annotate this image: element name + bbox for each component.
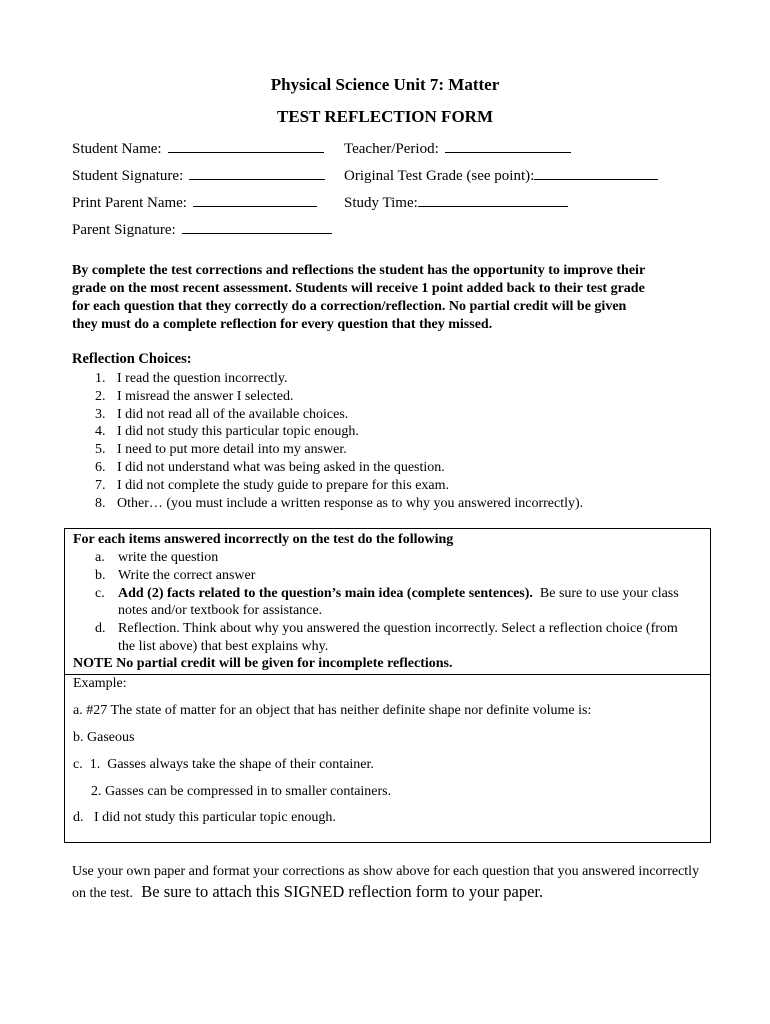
item-text: Other… (you must include a written response as to why you answered incorrectly). bbox=[117, 495, 584, 511]
step-text: Be sure to use your class notes and/or textbook for assistance. bbox=[118, 585, 683, 619]
original-grade-blank[interactable] bbox=[534, 165, 658, 180]
instructions-steps bbox=[95, 549, 695, 656]
original-grade-field[interactable] bbox=[344, 165, 658, 185]
item-number: 4. bbox=[95, 424, 106, 440]
teacher-period-label: Teacher/Period: bbox=[344, 141, 439, 157]
step-text: Write the correct answer bbox=[118, 567, 256, 583]
list-item bbox=[95, 423, 583, 441]
student-name-label: Student Name: bbox=[72, 141, 162, 157]
parent-signature-blank[interactable] bbox=[182, 219, 332, 234]
teacher-period-blank[interactable] bbox=[445, 138, 571, 153]
original-grade-label: Original Test Grade (see point): bbox=[344, 168, 535, 184]
study-time-label: Study Time: bbox=[344, 195, 418, 211]
student-name-field[interactable] bbox=[72, 138, 324, 158]
parent-signature-label: Parent Signature: bbox=[72, 222, 176, 238]
reflection-choices-list bbox=[95, 370, 583, 512]
item-number: 8. bbox=[95, 495, 106, 511]
step-letter: d. bbox=[95, 621, 106, 637]
item-number: 1. bbox=[95, 371, 106, 386]
step-item bbox=[95, 585, 695, 621]
list-item bbox=[95, 477, 583, 495]
intro-line: By complete the test corrections and reflections the student has the opportunity to improve their bbox=[72, 263, 646, 278]
list-item bbox=[95, 459, 583, 477]
parent-name-label: Print Parent Name: bbox=[72, 195, 187, 211]
form-subtitle: TEST REFLECTION FORM bbox=[276, 107, 493, 126]
parent-signature-field[interactable] bbox=[72, 219, 332, 239]
example-label: Example: bbox=[73, 676, 127, 691]
intro-line: for each question that they correctly do a correction/reflection. No partial credit will be given bbox=[72, 299, 627, 314]
page-title: Physical Science Unit 7: Matter bbox=[270, 75, 500, 94]
step-text: Reflection. Think about why you answered the question incorrectly. Select a reflection choice (from the list above) that best explains why. bbox=[118, 621, 678, 654]
example-question: a. #27 The state of matter for an object that has neither definite shape nor definite volume is: bbox=[73, 703, 592, 718]
item-number: 3. bbox=[95, 406, 106, 422]
item-text: I did not read all of the available choices. bbox=[117, 406, 349, 422]
list-item bbox=[95, 406, 583, 424]
student-name-blank[interactable] bbox=[168, 138, 324, 153]
intro-line: grade on the most recent assessment. Students will receive 1 point added back to their test grade bbox=[72, 281, 645, 296]
teacher-period-field[interactable] bbox=[344, 138, 571, 158]
list-item bbox=[95, 370, 583, 388]
step-letter: b. bbox=[95, 567, 106, 583]
step-item bbox=[95, 549, 695, 567]
step-bold-text: Add (2) facts related to the question’s main idea (complete sentences). bbox=[118, 585, 533, 601]
step-letter: a. bbox=[95, 550, 105, 565]
step-item bbox=[95, 620, 695, 656]
list-item bbox=[95, 388, 583, 406]
item-number: 2. bbox=[95, 388, 106, 404]
item-text: I read the question incorrectly. bbox=[117, 371, 288, 386]
example-fact-1: c. 1. Gasses always take the shape of their container. bbox=[73, 757, 374, 772]
instructions-box bbox=[64, 528, 711, 843]
student-signature-field[interactable] bbox=[72, 165, 325, 185]
item-number: 7. bbox=[95, 477, 106, 493]
instructions-heading: For each items answered incorrectly on the test do the following bbox=[73, 532, 454, 547]
student-signature-blank[interactable] bbox=[189, 165, 325, 180]
intro-paragraph bbox=[72, 262, 702, 334]
step-item bbox=[95, 567, 695, 585]
example-reflection: d. I did not study this particular topic enough. bbox=[73, 810, 336, 825]
student-signature-label: Student Signature: bbox=[72, 168, 184, 184]
item-text: I did not complete the study guide to prepare for this exam. bbox=[117, 477, 450, 493]
example-fact-2: 2. Gasses can be compressed in to smaller containers. bbox=[91, 784, 392, 799]
item-text: I did not study this particular topic enough. bbox=[117, 424, 359, 440]
item-text: I did not understand what was being asked in the question. bbox=[117, 459, 445, 475]
item-number: 5. bbox=[95, 442, 106, 458]
list-item bbox=[95, 441, 583, 459]
item-text: I misread the answer I selected. bbox=[117, 388, 294, 404]
study-time-field[interactable] bbox=[344, 192, 568, 212]
intro-line: they must do a complete reflection for every question that they missed. bbox=[72, 317, 493, 332]
parent-name-blank[interactable] bbox=[193, 192, 317, 207]
step-text: write the question bbox=[118, 550, 219, 565]
item-number: 6. bbox=[95, 459, 106, 475]
closing-instructions bbox=[72, 862, 712, 904]
closing-text: Use your own paper and format your corrections as show above for each question that you answered incorrectly on the test. bbox=[72, 864, 700, 901]
step-letter: c. bbox=[95, 585, 105, 601]
parent-name-field[interactable] bbox=[72, 192, 317, 212]
list-item bbox=[95, 495, 583, 513]
item-text: I need to put more detail into my answer. bbox=[117, 442, 347, 458]
incomplete-reflection-note: NOTE No partial credit will be given for incomplete reflections. bbox=[73, 656, 453, 671]
reflection-choices-heading: Reflection Choices: bbox=[72, 351, 192, 367]
closing-emphasis: Be sure to attach this SIGNED reflection form to your paper. bbox=[133, 882, 544, 901]
box-divider bbox=[65, 674, 710, 675]
example-answer: b. Gaseous bbox=[73, 730, 135, 745]
study-time-blank[interactable] bbox=[418, 192, 568, 207]
